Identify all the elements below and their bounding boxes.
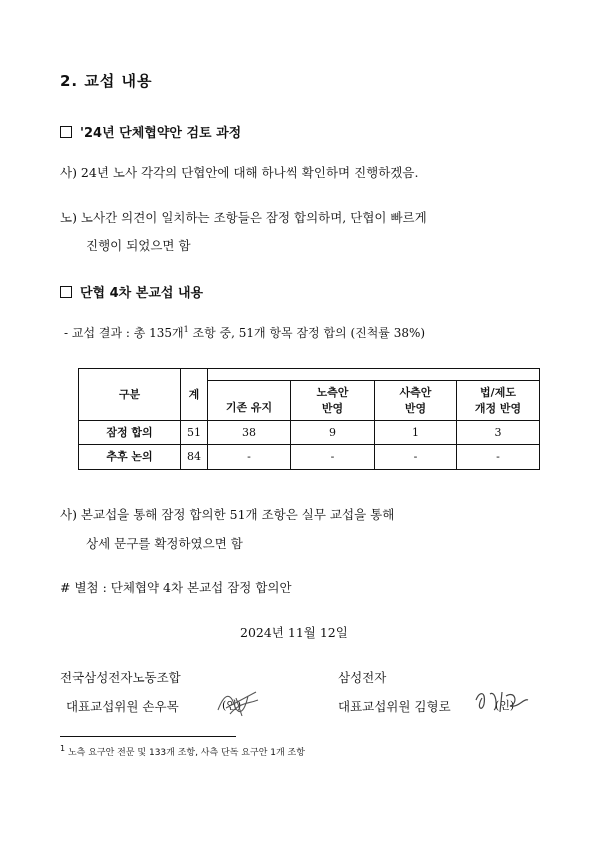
- header-law-line-2: 개정 반영: [474, 401, 522, 415]
- row-agreed-union: 9: [329, 425, 336, 439]
- company-signature-icon: [472, 686, 532, 716]
- result-prefix: - 교섭 결과 : 총 135개: [64, 326, 184, 340]
- header-union: [291, 381, 374, 420]
- closing-line-2: 상세 문구를 확정하였으면 함: [86, 536, 243, 551]
- company-seal-mark: (인): [495, 699, 515, 712]
- footnote: [60, 744, 305, 758]
- row-label-pending: 추후 논의: [106, 450, 153, 463]
- header-union-line-1: 노측안: [316, 385, 349, 399]
- review-item-2-line-2: 진행이 되었으면 함: [86, 238, 191, 253]
- union-seal-mark: (인): [222, 699, 242, 712]
- review-item-2-line-1: 노) 노사간 의견이 일치하는 조항들은 잠정 합의하며, 단협이 빠르게: [60, 210, 427, 225]
- union-org-name: 전국삼성전자노동조합: [60, 670, 181, 685]
- closing-line-1: 사) 본교섭을 통해 잠정 합의한 51개 조항은 실무 교섭을 통해: [60, 507, 395, 522]
- section-title: 2. 교섭 내용: [60, 72, 153, 90]
- footnote-separator: [60, 736, 236, 737]
- review-item-1: 사) 24년 노사 각각의 단협안에 대해 하나씩 확인하며 진행하겠음.: [60, 165, 419, 180]
- row-label-agreed: 잠정 합의: [106, 425, 153, 439]
- negotiation-result: [64, 324, 425, 341]
- header-category: 구분: [118, 387, 141, 401]
- result-suffix: 조항 중, 51개 항목 잠정 합의 (진척률 38%): [188, 326, 426, 340]
- footnote-mark: 1: [60, 744, 66, 753]
- row-agreed-total: 51: [187, 425, 201, 439]
- union-representative: 대표교섭위원 손우목: [66, 699, 179, 714]
- header-total: 계: [188, 387, 200, 401]
- table-border-bottom: [78, 469, 540, 470]
- checkbox-square-icon: [60, 126, 72, 138]
- review-heading-text: '24년 단체협약안 검토 과정: [80, 126, 242, 141]
- row-pending-management: -: [413, 450, 418, 463]
- row-pending-union: -: [330, 450, 335, 463]
- company-representative: 대표교섭위원 김형로: [338, 699, 451, 714]
- row-agreed-keep: 38: [242, 425, 256, 439]
- agreement-table: [78, 368, 540, 470]
- attachment-note: # 별첨 : 단체협약 4차 본교섭 잠정 합의안: [60, 580, 292, 595]
- row-agreed-management: 1: [412, 425, 419, 439]
- round4-heading-text: 단협 4차 본교섭 내용: [80, 286, 204, 301]
- footnote-text: 노측 요구안 전문 및 133개 조항, 사측 단독 요구안 1개 조항: [67, 748, 305, 758]
- review-heading: [60, 122, 241, 141]
- header-law: [457, 381, 539, 420]
- row-pending-keep: -: [247, 450, 251, 463]
- header-union-line-2: 반영: [321, 401, 344, 415]
- header-management-line-1: 사측안: [399, 385, 432, 399]
- row-pending-total: 84: [187, 450, 201, 463]
- union-signature-icon: [212, 684, 264, 720]
- checkbox-square-icon: [60, 286, 72, 298]
- row-agreed-law: 3: [494, 425, 502, 439]
- row-pending-law: -: [496, 450, 500, 463]
- header-management: [375, 381, 456, 420]
- footnote-ref: 1: [183, 325, 189, 334]
- table-border-right: [539, 368, 540, 470]
- header-law-line-1: 법/제도: [480, 385, 516, 399]
- round4-heading: [60, 282, 203, 301]
- header-keep: 기존 유지: [225, 401, 273, 414]
- company-name: 삼성전자: [338, 670, 387, 685]
- header-management-line-2: 반영: [404, 401, 427, 415]
- document-date: 2024년 11월 12일: [240, 625, 348, 640]
